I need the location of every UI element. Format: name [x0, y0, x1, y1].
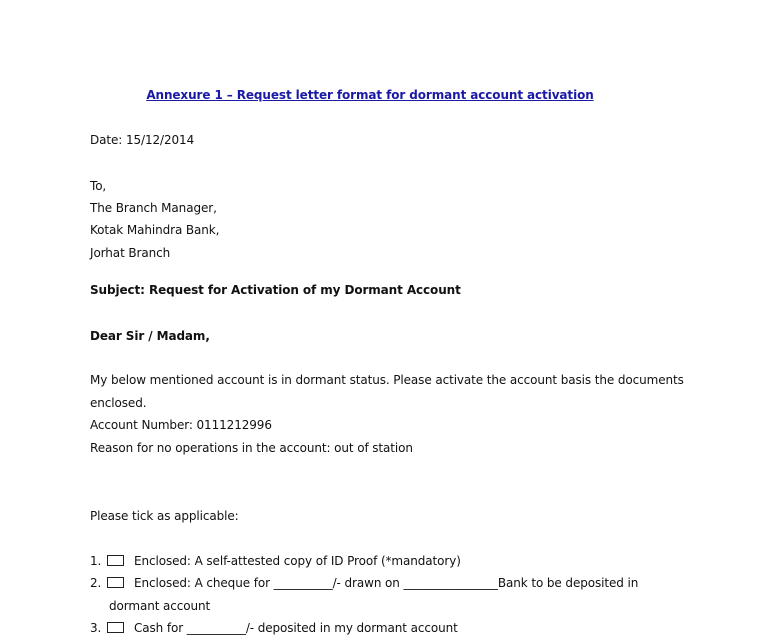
checkbox[interactable] [107, 577, 124, 588]
list-item [90, 621, 458, 635]
document-title: Annexure 1 – Request letter format for dormant account activation [146, 88, 594, 102]
list-item-text: Enclosed: A cheque for __________/- drawn on ________________Bank to be deposited in [134, 576, 639, 590]
date-line: Date: 15/12/2014 [90, 133, 195, 147]
list-item [90, 554, 461, 568]
list-item-text: Cash for __________/- deposited in my dormant account [134, 621, 458, 635]
account-number: Account Number: 0111212996 [90, 418, 272, 432]
body-text-line-2: enclosed. [90, 396, 147, 410]
to-line: To, [90, 179, 107, 193]
salutation: Dear Sir / Madam, [90, 329, 210, 343]
tick-instruction: Please tick as applicable: [90, 509, 239, 523]
reason-line: Reason for no operations in the account: out of station [90, 441, 413, 455]
list-item-number: 1. [90, 554, 102, 568]
list-item-number: 3. [90, 621, 102, 635]
subject-line: Subject: Request for Activation of my Dormant Account [90, 283, 461, 297]
list-item [90, 576, 638, 590]
recipient-branch: Jorhat Branch [90, 246, 171, 260]
list-item-number: 2. [90, 576, 102, 590]
list-item-text: Enclosed: A self-attested copy of ID Proof (*mandatory) [134, 554, 461, 568]
body-text-line-1: My below mentioned account is in dormant status. Please activate the account basis the documents [90, 373, 684, 387]
list-item-continuation: dormant account [109, 599, 211, 613]
recipient-bank: Kotak Mahindra Bank, [90, 223, 220, 237]
checkbox[interactable] [107, 555, 124, 566]
recipient-title: The Branch Manager, [90, 201, 217, 215]
checkbox[interactable] [107, 622, 124, 633]
